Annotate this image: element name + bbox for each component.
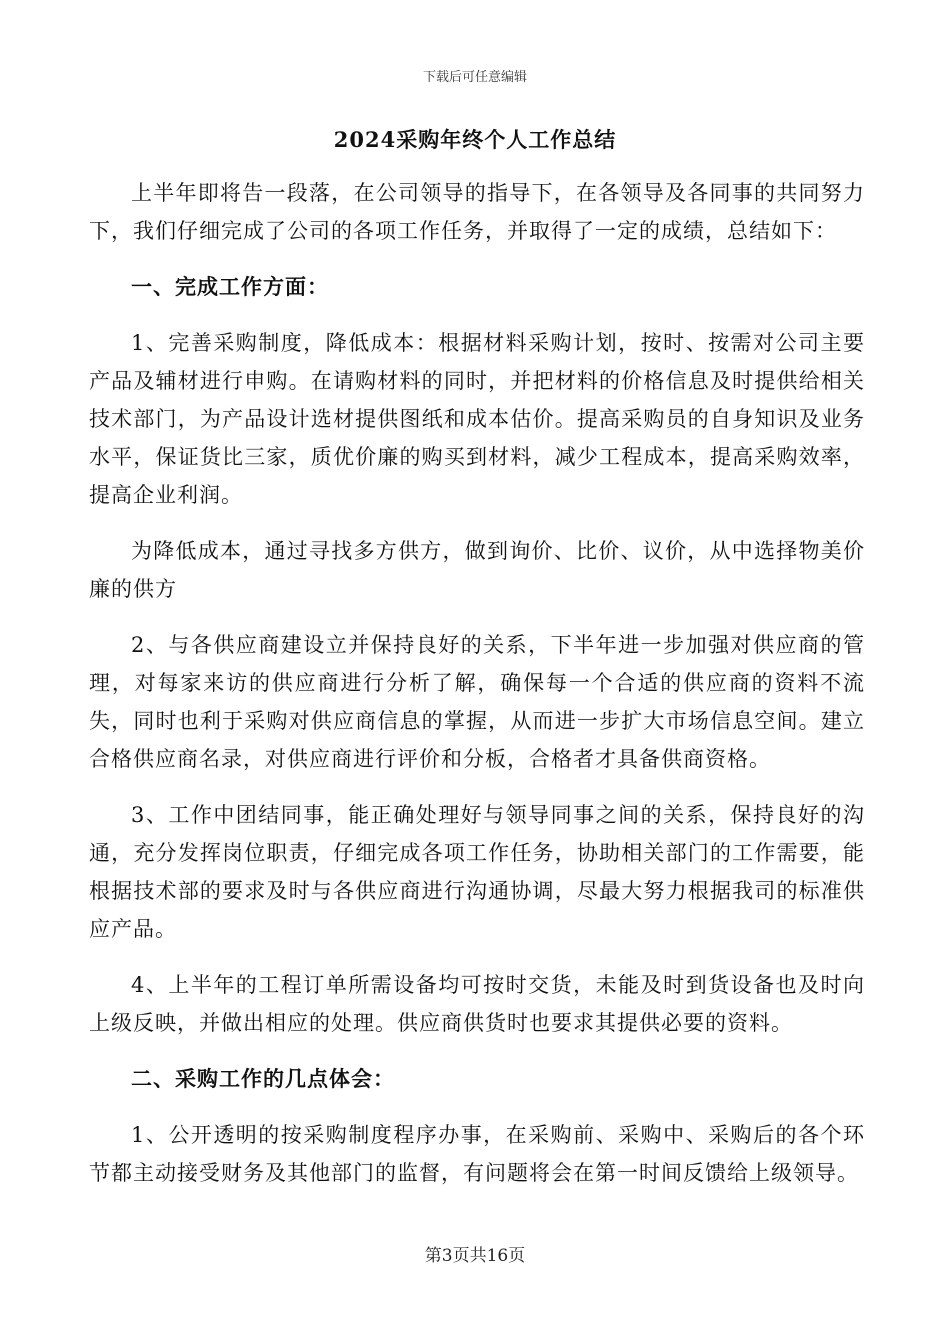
paragraph-cost-reduction: 为降低成本，通过寻找多方供方，做到询价、比价、议价，从中选择物美价廉的供方	[89, 539, 865, 601]
document-title: 2024采购年终个人工作总结	[333, 127, 617, 152]
page-footer: 第3页共16页	[424, 1246, 526, 1266]
paragraph-item-2: 2、与各供应商建设立并保持良好的关系，下半年进一步加强对供应商的管理，对每家来访的供应商进行分析了解，确保每一个合适的供应商的资料不流失，同时也利于采购对供应商信息的掌握，从而进一步扩大市场信息空间。建立合格供应商名录，对供应商进行评价和分板，合格者才具备供商资格。	[89, 633, 865, 771]
paragraph-item-3: 3、工作中团结同事，能正确处理好与领导同事之间的关系，保持良好的沟通，充分发挥岗位职责，仔细完成各项工作任务，协助相关部门的工作需要，能根据技术部的要求及时与各供应商进行沟通协调，尽最大努力根据我司的标准供应产品。	[89, 803, 865, 941]
paragraph-item-1: 1、完善采购制度，降低成本：根据材料采购计划，按时、按需对公司主要产品及辅材进行申购。在请购材料的同时，并把材料的价格信息及时提供给相关技术部门，为产品设计选材提供图纸和成本估价。提高采购员的自身知识及业务水平，保证货比三家，质优价廉的购买到材料，减少工程成本，提高采购效率，提高企业利润。	[89, 331, 865, 507]
document-body	[89, 174, 865, 1210]
paragraph-experience-1: 1、公开透明的按采购制度程序办事，在采购前、采购中、采购后的各个环节都主动接受财务及其他部门的监督，有问题将会在第一时间反馈给上级领导。	[89, 1123, 865, 1185]
section-heading-1: 一、完成工作方面：	[131, 274, 329, 299]
paragraph-item-4: 4、上半年的工程订单所需设备均可按时交货，未能及时到货设备也及时向上级反映，并做出相应的处理。供应商供货时也要求其提供必要的资料。	[89, 973, 865, 1035]
header-note: 下载后可任意编辑	[422, 70, 527, 85]
intro-paragraph: 上半年即将告一段落，在公司领导的指导下，在各领导及各同事的共同努力下，我们仔细完成了公司的各项工作任务，并取得了一定的成绩，总结如下：	[89, 181, 865, 243]
section-heading-2: 二、采购工作的几点体会：	[131, 1066, 395, 1091]
